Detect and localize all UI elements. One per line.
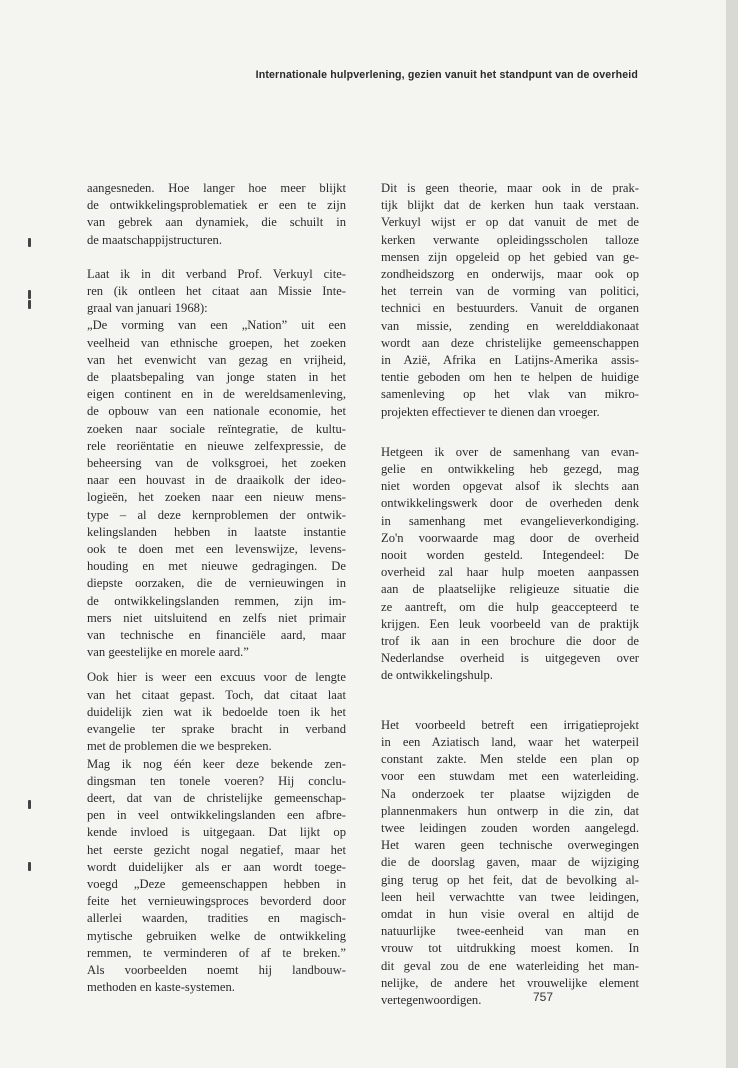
text-line: natuurlijke twee-eenheid van man en (381, 924, 639, 939)
text-line: van technische en financiële aard, maar (87, 628, 346, 643)
text-line: het eerste gezicht nogal negatief, maar het (87, 842, 346, 857)
paragraph (87, 669, 346, 996)
text-line: samenleving op het vlak van mikro- (381, 387, 639, 402)
margin-mark (28, 238, 31, 247)
text-line: eigen continent en in de wereldsamenleving, (87, 387, 346, 402)
text-line: mensen zijn opgeleid op het gebied van ge- (381, 249, 639, 264)
text-line: projekten effectiever te dienen dan vroeger. (381, 404, 600, 419)
text-line: van geestelijke en morele aard.” (87, 645, 249, 660)
text-line: nooit worden gesteld. Integendeel: De (381, 548, 639, 563)
text-line: kende invloed is uitgegaan. Dat lijkt op (87, 825, 346, 840)
text-line: van het citaat gepast. Toch, dat citaat laat (87, 687, 346, 702)
text-line: de plaatsbepaling van jonge staten in het (87, 370, 346, 385)
text-line: technici en bestuurders. Vanuit de organen (381, 301, 639, 316)
text-line: constant zakte. Men stelde een plan op (381, 752, 639, 767)
text-line: Het waren geen technische overwegingen (381, 838, 639, 853)
page-number: 757 (533, 990, 554, 1004)
text-line: de opbouw van een nationale economie, het (87, 404, 346, 419)
margin-mark (28, 862, 31, 871)
text-line: dit geval zou de ene waterleiding het man- (381, 958, 639, 973)
right-column (381, 180, 639, 1009)
text-line: ontwikkelingswerk door de overheden denk (381, 496, 639, 511)
text-line: veelheid van ethnische groepen, het zoeken (87, 335, 346, 350)
text-line: remmen, te verminderen of af te breken.” (87, 945, 346, 960)
text-line: plannenmakers hun ontwerp in die zin, dat (381, 803, 639, 818)
text-line: de ontwikkelingshulp. (381, 668, 493, 683)
text-line: die de doorslag gaven, maar de wijziging (381, 855, 639, 870)
text-line: Mag ik nog één keer deze bekende zen- (87, 756, 346, 771)
text-line: krijgen. Een leuk voorbeeld van de praktijk (381, 616, 639, 631)
paragraph (381, 180, 639, 421)
text-line: Hetgeen ik over de samenhang van evan- (381, 444, 639, 459)
text-line: Nederlandse overheid is uitgegeven over (381, 651, 639, 666)
text-line: evangelie ter sprake bracht in verband (87, 722, 346, 737)
text-line: kelingslanden hebben in laatste instantie (87, 524, 346, 539)
text-line: mytische gebruiken welke de ontwikkeling (87, 928, 346, 943)
text-line: niet worden opgevat alsof ik slechts aan (381, 479, 639, 494)
paragraph (381, 717, 639, 1009)
text-line: voor een stuwdam met een waterleiding. (381, 769, 639, 784)
text-line: naar een houvast in de draaikolk der ideo- (87, 473, 346, 488)
text-line: feite het vernieuwingsproces bevorderd door (87, 894, 346, 909)
text-line: methoden en kaste-systemen. (87, 980, 235, 995)
text-line: in een Aziatisch land, waar het waterpeil (381, 734, 639, 749)
margin-mark (28, 300, 31, 309)
text-line: de maatschappijstructuren. (87, 232, 222, 247)
text-line: leen heil verwachtte van twee leidingen, (381, 889, 639, 904)
margin-mark (28, 290, 31, 299)
text-line: beheersing van de volksgroei, het zoeken (87, 456, 346, 471)
text-line: allerlei waarden, tradities en magisch- (87, 911, 346, 926)
text-line: Het voorbeeld betreft een irrigatieprojekt (381, 717, 639, 732)
text-line: het terrein van de vorming van politici, (381, 284, 639, 299)
text-line: vertegenwoordigen. (381, 992, 482, 1007)
text-line: Als voorbeelden noemt hij landbouw- (87, 962, 346, 977)
text-line: de ontwikkelingsproblematiek er een te zijn (87, 198, 346, 213)
text-line: van gebrek aan dynamiek, die schuilt in (87, 215, 346, 230)
text-line: logieën, het zoeken naar een nieuw mens- (87, 490, 346, 505)
text-line: Na onderzoek ter plaatse wijzigden de (381, 786, 639, 801)
text-line: de ontwikkelingslanden remmen, zijn im- (87, 593, 346, 608)
text-line: type – al deze kernproblemen der ontwik- (87, 507, 346, 522)
text-line: ging terug op het feit, dat de bevolking al- (381, 872, 639, 887)
text-line: aan de plaatselijke religieuze situatie die (381, 582, 639, 597)
text-line: overheid zal haar hulp moeten aanpassen (381, 565, 639, 580)
text-line: rele reoriëntatie en nieuwe zelfexpressie, de (87, 438, 346, 453)
text-line: diepste oorzaken, die de vernieuwingen in (87, 576, 346, 591)
page-edge-shadow (726, 0, 738, 1068)
text-line: omdat in hun visie overal en altijd de (381, 906, 639, 921)
text-line: met de problemen die we bespreken. (87, 739, 272, 754)
text-line: Ook hier is weer een excuus voor de lengte (87, 670, 346, 685)
paragraph (87, 180, 346, 249)
text-line: wordt aan deze christelijke gemeenschappen (381, 335, 639, 350)
text-line: wordt duidelijker als er aan wordt toege- (87, 859, 346, 874)
text-line: ze aantreft, om die hulp geaccepteerd te (381, 599, 639, 614)
text-line: kerken verwante opleidingsscholen talloze (381, 232, 639, 247)
text-line: twee leidingen zouden worden aangelegd. (381, 820, 639, 835)
text-line: ook te doen met een levenswijze, levens- (87, 542, 346, 557)
text-line: duidelijk zien wat ik bedoelde toen ik het (87, 704, 346, 719)
text-line: van het evenwicht van gezag en vrijheid, (87, 352, 346, 367)
text-line: nelijke, de andere het vrouwelijke element (381, 975, 639, 990)
text-line: „De vorming van een „Nation” uit een (87, 318, 346, 333)
paragraph (87, 266, 346, 662)
text-line: van missie, zending en werelddiakonaat (381, 318, 639, 333)
text-line: zondheidszorg en onderwijs, maar ook op (381, 267, 639, 282)
running-header: Internationale hulpverlening, gezien vanuit het standpunt van de overheid (255, 69, 638, 81)
text-line: voegd „Deze gemeenschappen hebben in (87, 876, 346, 891)
text-line: graal van januari 1968): (87, 301, 208, 316)
text-line: in Azië, Afrika en Latijns-Amerika assis- (381, 353, 639, 368)
text-line: houding en met nieuwe gedragingen. De (87, 559, 346, 574)
text-line: in samenhang met evangelieverkondiging. (381, 513, 639, 528)
text-line: vrouw tot uitdrukking moest komen. In (381, 941, 639, 956)
paragraph (381, 444, 639, 685)
text-line: ren (ik ontleen het citaat aan Missie Inte- (87, 284, 346, 299)
text-line: deert, dat van de christelijke gemeenschap- (87, 790, 346, 805)
text-line: trof ik aan in een brochure die door de (381, 634, 639, 649)
text-line: aangesneden. Hoe langer hoe meer blijkt (87, 181, 346, 195)
text-line: Zo'n voorwaarde mag door de overheid (381, 530, 639, 545)
text-line: pen in veel ontwikkelingslanden een afbre- (87, 808, 346, 823)
text-line: Laat ik in dit verband Prof. Verkuyl cite- (87, 266, 346, 281)
text-line: Verkuyl wijst er op dat vanuit de met de (381, 215, 639, 230)
text-line: mers niet uitsluitend en zelfs niet primair (87, 610, 346, 625)
text-line: tentie geboden om hen te helpen de huidige (381, 370, 639, 385)
text-line: dingsman ten tonele voeren? Hij conclu- (87, 773, 346, 788)
text-line: Dit is geen theorie, maar ook in de prak- (381, 181, 639, 195)
text-line: zoeken naar sociale reïntegratie, de kultu- (87, 421, 346, 436)
left-column (87, 180, 346, 996)
text-line: gelie en ontwikkeling heb gezegd, mag (381, 462, 639, 477)
text-line: tijk blijkt dat de kerken hun taak verstaan. (381, 198, 639, 213)
margin-mark (28, 800, 31, 809)
